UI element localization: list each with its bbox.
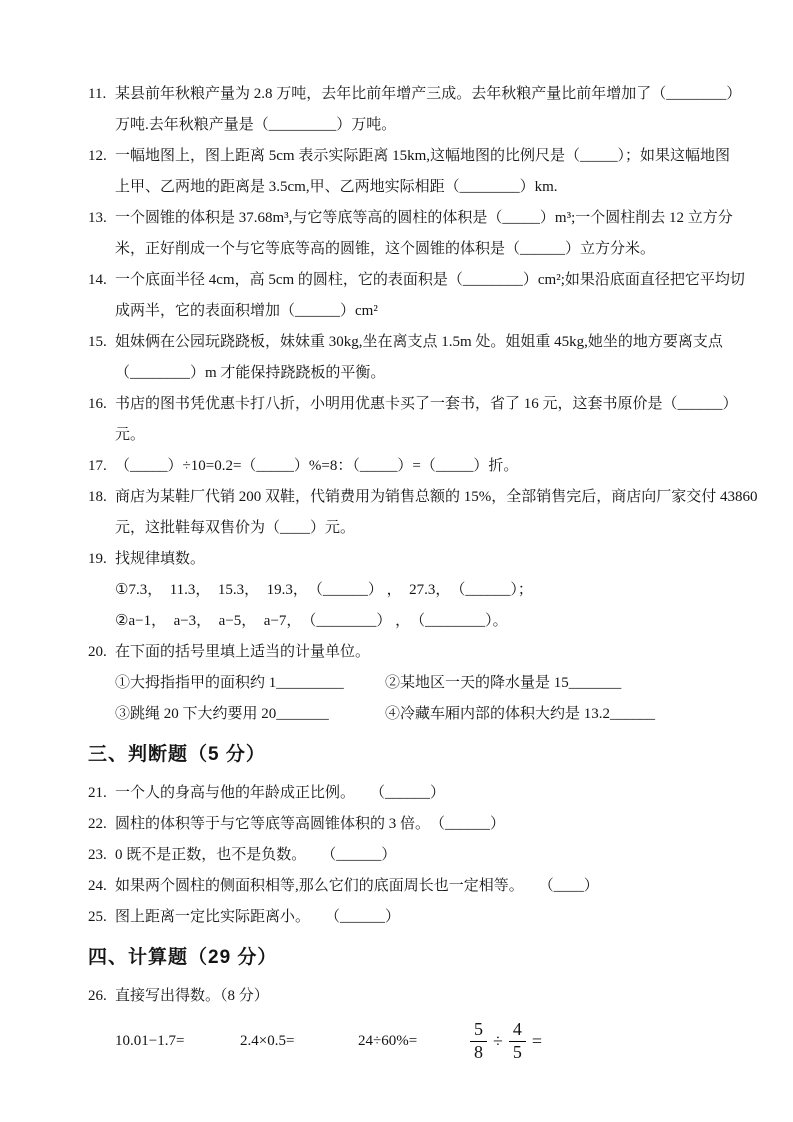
question-text: 成两半，它的表面积增加（______）cm² xyxy=(115,303,378,319)
question-text: 元，这批鞋每双售价为（____）元。 xyxy=(115,520,356,536)
question-22 xyxy=(88,809,745,840)
question-subitem-4: ④冷藏车厢内部的体积大约是 13.2______ xyxy=(385,706,656,722)
fraction-numerator: 5 xyxy=(470,1019,487,1041)
question-subitem-2: ②某地区一天的降水量是 15_______ xyxy=(385,675,622,691)
question-text: 上甲、乙两地的距离是 3.5cm,甲、乙两地实际相距（________）km. xyxy=(115,179,558,195)
expression-3: 24÷60%= xyxy=(358,1032,418,1049)
question-number: 19. xyxy=(88,551,107,567)
question-text: （________）m 才能保持跷跷板的平衡。 xyxy=(115,365,386,381)
expression-2: 2.4×0.5= xyxy=(240,1032,295,1049)
question-text: 姐妹俩在公园玩跷跷板，妹妹重 30kg,坐在离支点 1.5m 处。姐姐重 45kg,她坐的地方要离支点 xyxy=(115,334,723,350)
question-number: 18. xyxy=(88,489,107,505)
question-20 xyxy=(88,637,745,730)
question-text: 找规律填数。 xyxy=(115,551,206,567)
expression-1: 10.01−1.7= xyxy=(115,1032,185,1049)
question-number: 14. xyxy=(88,272,107,288)
question-16 xyxy=(88,389,745,451)
question-number: 15. xyxy=(88,334,107,350)
question-21 xyxy=(88,778,745,809)
fraction-expression xyxy=(470,1019,542,1062)
question-19 xyxy=(88,544,745,637)
question-18 xyxy=(88,482,758,544)
question-17 xyxy=(88,451,745,482)
question-subline-1: ①7.3， 11.3， 15.3， 19.3， （______） ， 27.3， （______）； xyxy=(115,582,533,598)
question-number: 26. xyxy=(88,988,107,1004)
question-text: 元。 xyxy=(115,427,146,443)
section-heading-judgment: 三、判断题（5 分） xyxy=(88,744,266,765)
equals-sign: = xyxy=(531,1030,543,1051)
question-number: 22. xyxy=(88,816,107,832)
question-text: 某县前年秋粮产量为 2.8 万吨，去年比前年增产三成。去年秋粮产量比前年增加了（________） xyxy=(115,86,742,102)
fraction-denominator: 8 xyxy=(474,1041,483,1062)
question-text: （_____）÷10=0.2=（_____）%=8：（_____）=（_____）折。 xyxy=(115,458,519,474)
question-number: 12. xyxy=(88,148,107,164)
question-14 xyxy=(88,265,745,327)
question-text: 一个人的身高与他的年龄成正比例。 （______） xyxy=(115,785,446,801)
question-number: 16. xyxy=(88,396,107,412)
question-12 xyxy=(88,141,745,203)
question-text: 一个圆锥的体积是 37.68m³,与它等底等高的圆柱的体积是（_____）m³;一个圆柱削去 12 立方分 xyxy=(115,210,733,226)
question-number: 23. xyxy=(88,847,107,863)
question-number: 20. xyxy=(88,644,107,660)
question-number: 21. xyxy=(88,785,107,801)
question-23 xyxy=(88,840,745,871)
question-26 xyxy=(88,981,745,1070)
question-subitem-3: ③跳绳 20 下大约要用 20_______ xyxy=(115,706,329,722)
question-text: 商店为某鞋厂代销 200 双鞋，代销费用为销售总额的 15%，全部销售完后，商店向厂家交付 43860 xyxy=(115,489,758,505)
question-11 xyxy=(88,79,745,141)
question-number: 24. xyxy=(88,878,107,894)
question-text: 如果两个圆柱的侧面积相等,那么它们的底面周长也一定相等。 （____） xyxy=(115,878,599,894)
question-number: 17. xyxy=(88,458,107,474)
question-number: 13. xyxy=(88,210,107,226)
fraction-denominator: 5 xyxy=(512,1041,522,1062)
question-text: 米，正好削成一个与它等底等高的圆锥，这个圆锥的体积是（______）立方分米。 xyxy=(115,241,656,257)
division-operator: ÷ xyxy=(493,1030,503,1051)
section-heading-calculation: 四、计算题（29 分） xyxy=(88,947,278,968)
question-text: 书店的图书凭优惠卡打八折，小明用优惠卡买了一套书，省了 16 元，这套书原价是（______） xyxy=(115,396,738,412)
question-15 xyxy=(88,327,745,389)
question-text: 在下面的括号里填上适当的计量单位。 xyxy=(115,644,371,660)
fraction-1 xyxy=(470,1019,487,1062)
question-number: 11. xyxy=(88,86,107,102)
question-text: 一个底面半径 4cm，高 5cm 的圆柱，它的表面积是（________）cm²;如果沿底面直径把它平均切 xyxy=(115,272,745,288)
question-text: 0 既不是正数，也不是负数。 （______） xyxy=(115,847,397,863)
question-text: 一幅地图上，图上距离 5cm 表示实际距离 15km,这幅地图的比例尺是（_____）；如果这幅地图 xyxy=(115,148,730,164)
fraction-2 xyxy=(509,1019,526,1062)
question-text: 万吨.去年秋粮产量是（_________）万吨。 xyxy=(115,117,397,133)
calculation-row xyxy=(115,1012,745,1070)
question-number: 25. xyxy=(88,909,107,925)
fraction-numerator: 4 xyxy=(509,1019,526,1041)
question-text: 圆柱的体积等于与它等底等高圆锥体积的 3 倍。 （______） xyxy=(115,816,506,832)
question-subitem-1: ①大拇指指甲的面积约 1_________ xyxy=(115,675,344,691)
question-24 xyxy=(88,871,745,902)
question-subline-2: ②a−1， a−3， a−5， a−7， （________） ， （________）。 xyxy=(115,613,508,629)
question-text: 直接写出得数。（8 分） xyxy=(115,988,269,1004)
question-13 xyxy=(88,203,745,265)
question-25 xyxy=(88,902,745,933)
question-text: 图上距离一定比实际距离小。 （______） xyxy=(115,909,401,925)
